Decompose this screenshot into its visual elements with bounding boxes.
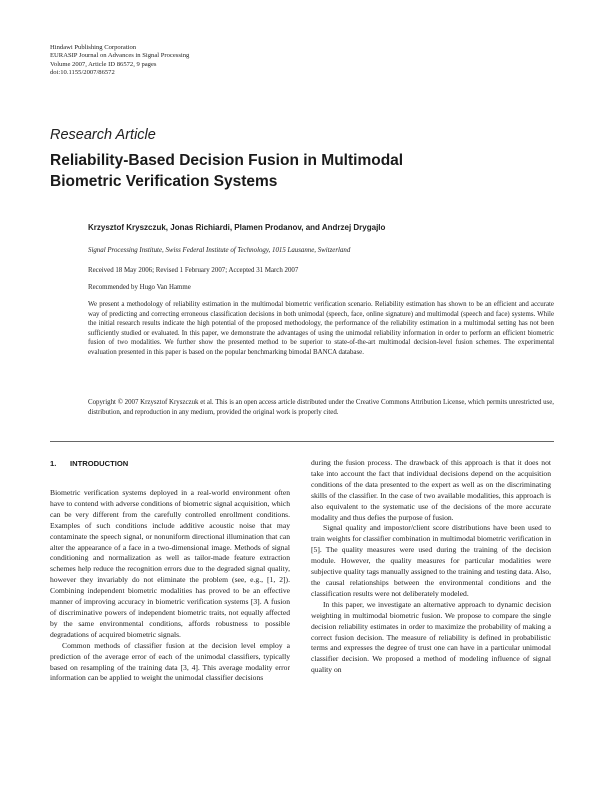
submission-dates: Received 18 May 2006; Revised 1 February 2007; Accepted 31 March 2007 [88,267,299,274]
paragraph: Biometric verification systems deployed in a real-world environment often have to contend with adverse conditions of biometric signal acquisition, which can be very different from the carefully controlled enrollment conditions. Examples of such conditions include additive acoustic noise that may contaminate the speech signal, or nonuniform directional illumination that can alter the appearance of a face in a two-dimensional image. Methods of signal conditioning and normalization as well as tailor-made feature extraction schemes help reduce the recognition errors due to the degraded signal quality, however they invariably do not eliminate the problem (see, e.g., [1, 2]). Combining independent biometric modalities has proved to be an effective manner of improving accuracy in biometric verification systems [3]. A fusion of discriminative powers of independent biometric traits, not equally affected by the same environmental conditions, affords robustness to possible degradations of acquired biometric signals. [50,488,290,639]
section-title: INTRODUCTION [70,459,129,468]
paragraph: during the fusion process. The drawback of this approach is that it does not take into account the fact that individual decisions depend on the acquisition conditions of the data presented to the expert as well as on the discriminating skills of the classifier. In the case of two available modalities, this approach is also equivalent to the systematic use of the decisions of the more accurate modality and thus defies the purpose of fusion. [311,458,551,522]
volume-line: Volume 2007, Article ID 86572, 9 pages [50,60,157,68]
section-divider [50,441,554,442]
right-column [311,458,551,676]
title-line-1: Reliability-Based Decision Fusion in Multimodal [50,152,404,169]
paragraph: Common methods of classifier fusion at the decision level employ a prediction of the average error of each of the unimodal classifiers, typically based on resampling of the training data [3, 4]. This average modality error information can be applied to weight the unimodal classifier decisions [50,640,290,683]
affiliation: Signal Processing Institute, Swiss Federal Institute of Technology, 1015 Lausanne, Switzerland [88,247,351,254]
author-list: Krzysztof Kryszczuk, Jonas Richiardi, Plamen Prodanov, and Andrzej Drygajlo [88,223,386,232]
abstract: We present a methodology of reliability estimation in the multimodal biometric verification scenario. Reliability estimation has shown to be an efficient and accurate way of predicting and correcting erroneous classification decisions in both unimodal (speech, face, online signature) and multimodal (speech and face) systems. While the initial research results indicate the high potential of the proposed methodology, the performance of the reliability estimation in a multimodal setting has not been sufficiently studied or evaluated. In this paper, we demonstrate the advantages of using the unimodal reliability information in order to perform an efficient biometric fusion of two modalities. We further show the presented method to be superior to state-of-the-art multimodal decision-level fusion schemes. The experimental evaluation presented in this paper is based on the popular benchmarking bimodal BANCA database. [88,301,554,356]
left-column [50,458,290,684]
section-number: 1. [50,459,57,468]
paragraph: In this paper, we investigate an alternative approach to dynamic decision weighting in multimodal biometric fusion. We propose to compare the single decision reliability estimates in order to maximize the probability of making a correct fusion decision. The measure of reliability is defined in probabilistic terms and expresses the degree of trust one can have in a particular unimodal classifier decision. We proposed a method of modeling influence of signal quality on [311,599,551,675]
paragraph: Signal quality and impostor/client score distributions have been used to train weights for classifier combination in multimodal biometric verification in [5]. The quality measures were used during the training of the decision module. However, the quality measures for particular modalities were subjective quality tags manually assigned to the training and testing data. Also, the causal relationships between the environmental conditions and the classification results were not deliberately modeled. [311,523,551,598]
article-type-label: Research Article [50,127,156,143]
section-heading [50,458,290,469]
doi-line: doi:10.1155/2007/86572 [50,68,115,76]
paper-title [50,150,550,192]
journal-line: EURASIP Journal on Advances in Signal Processing [50,52,190,60]
title-line-2: Biometric Verification Systems [50,173,278,190]
journal-header [50,44,350,77]
recommended-by: Recommended by Hugo Van Hamme [88,284,191,291]
copyright-notice: Copyright © 2007 Krzysztof Kryszczuk et al. This is an open access article distributed under the Creative Commons Attribution License, which permits unrestricted use, distribution, and reproduction in any medium, provided the original work is properly cited. [88,399,554,416]
publisher-line: Hindawi Publishing Corporation [50,44,137,51]
